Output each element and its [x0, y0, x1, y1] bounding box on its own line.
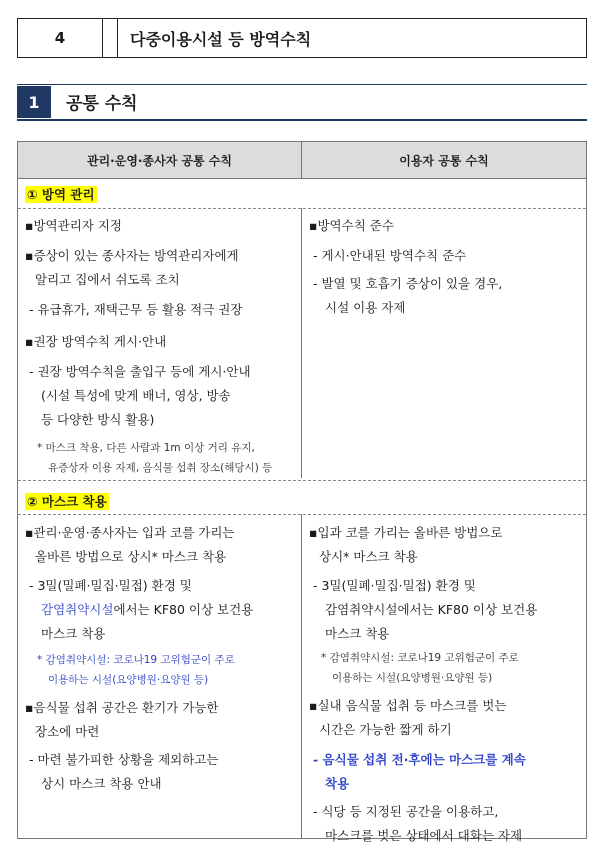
- list-item: - 권장 방역수칙을 출입구 등에 게시·안내: [29, 364, 251, 379]
- category-divider: [18, 514, 586, 515]
- list-item: ▪방역수칙 준수: [309, 218, 394, 233]
- category-divider: [18, 480, 586, 481]
- header-left: 관리·운영·종사자 공통 수칙: [18, 142, 302, 178]
- chapter-divider: [102, 19, 118, 57]
- list-item: 등 다양한 방식 활용): [41, 412, 155, 427]
- list-item: 올바른 방법으로 상시* 마스크 착용: [35, 549, 227, 564]
- list-item: 마스크 착용: [325, 626, 390, 641]
- list-item: - 유급휴가, 재택근무 등 활용 적극 권장: [29, 302, 243, 317]
- list-item: 시설 이용 자제: [325, 300, 406, 315]
- list-item: - 식당 등 지정된 공간을 이용하고,: [313, 804, 499, 819]
- section-rule-top: [17, 84, 587, 85]
- list-item: ▪방역관리자 지정: [25, 218, 122, 233]
- list-item: (시설 특성에 맞게 배너, 영상, 방송: [41, 388, 231, 403]
- note: * 마스크 착용, 다른 사람과 1m 이상 거리 유지,: [37, 442, 255, 454]
- section-number: 1: [17, 86, 51, 118]
- list-item: 상시* 마스크 착용: [319, 549, 418, 564]
- list-item: 상시 마스크 착용 안내: [41, 776, 162, 791]
- list-item: - 마련 불가피한 상황을 제외하고는: [29, 752, 219, 767]
- list-item: - 게시·안내된 방역수칙 준수: [313, 248, 467, 263]
- list-item: ▪입과 코를 가리는 올바른 방법으로: [309, 525, 503, 540]
- note: * 감염취약시설: 코로나19 고위험군이 주로: [37, 654, 235, 666]
- chapter-number: 4: [54, 29, 66, 47]
- list-item: 시간은 가능한 짧게 하기: [319, 722, 452, 737]
- column-divider: [301, 208, 302, 478]
- column-divider: [301, 514, 302, 838]
- header-right: 이용자 공통 수칙: [302, 142, 586, 178]
- list-item: 마스크 착용: [41, 626, 106, 641]
- category-divider: [18, 208, 586, 209]
- chapter-header: [17, 18, 587, 58]
- note: 유증상자 이용 자제, 음식물 섭취 장소(해당시) 등: [48, 462, 273, 474]
- list-item: ▪권장 방역수칙 게시·안내: [25, 334, 167, 349]
- section-rule-bottom: [17, 119, 587, 121]
- chapter-title: 다중이용시설 등 방역수칙: [130, 29, 312, 49]
- list-item: - 3밀(밀폐·밀집·밀접) 환경 및: [313, 578, 476, 593]
- rules-table: [17, 141, 587, 843]
- note: * 감염취약시설: 코로나19 고위험군이 주로: [321, 652, 519, 664]
- list-item: - 발열 및 호흡기 증상이 있을 경우,: [313, 276, 503, 291]
- list-item: ▪음식물 섭취 공간은 환기가 가능한: [25, 700, 219, 715]
- list-item: - 음식물 섭취 전·후에는 마스크를 계속: [313, 752, 526, 767]
- list-item: ▪관리·운영·종사자는 입과 코를 가리는: [25, 525, 235, 540]
- list-item: 마스크를 벗은 상태에서 대화는 자제: [325, 828, 523, 843]
- list-item: ▪실내 음식물 섭취 등 마스크를 벗는: [309, 698, 507, 713]
- list-item: 알리고 집에서 쉬도록 조치: [35, 272, 180, 287]
- section-title: 공통 수칙: [66, 94, 138, 114]
- header-divider: [18, 178, 586, 179]
- list-item: 감염취약시설에서는 KF80 이상 보건용: [325, 602, 538, 617]
- list-item: 감염취약시설에서는 KF80 이상 보건용: [41, 602, 254, 617]
- list-item: 착용: [325, 776, 350, 791]
- list-item: - 3밀(밀폐·밀집·밀접) 환경 및: [29, 578, 192, 593]
- category-mask: ② 마스크 착용: [27, 494, 107, 509]
- list-item: 장소에 마련: [35, 724, 100, 739]
- note: 이용하는 시설(요양병원·요양원 등): [332, 672, 493, 684]
- note: 이용하는 시설(요양병원·요양원 등): [48, 674, 209, 686]
- list-item: ▪증상이 있는 종사자는 방역관리자에게: [25, 248, 239, 263]
- category-quarantine: ① 방역 관리: [27, 187, 95, 202]
